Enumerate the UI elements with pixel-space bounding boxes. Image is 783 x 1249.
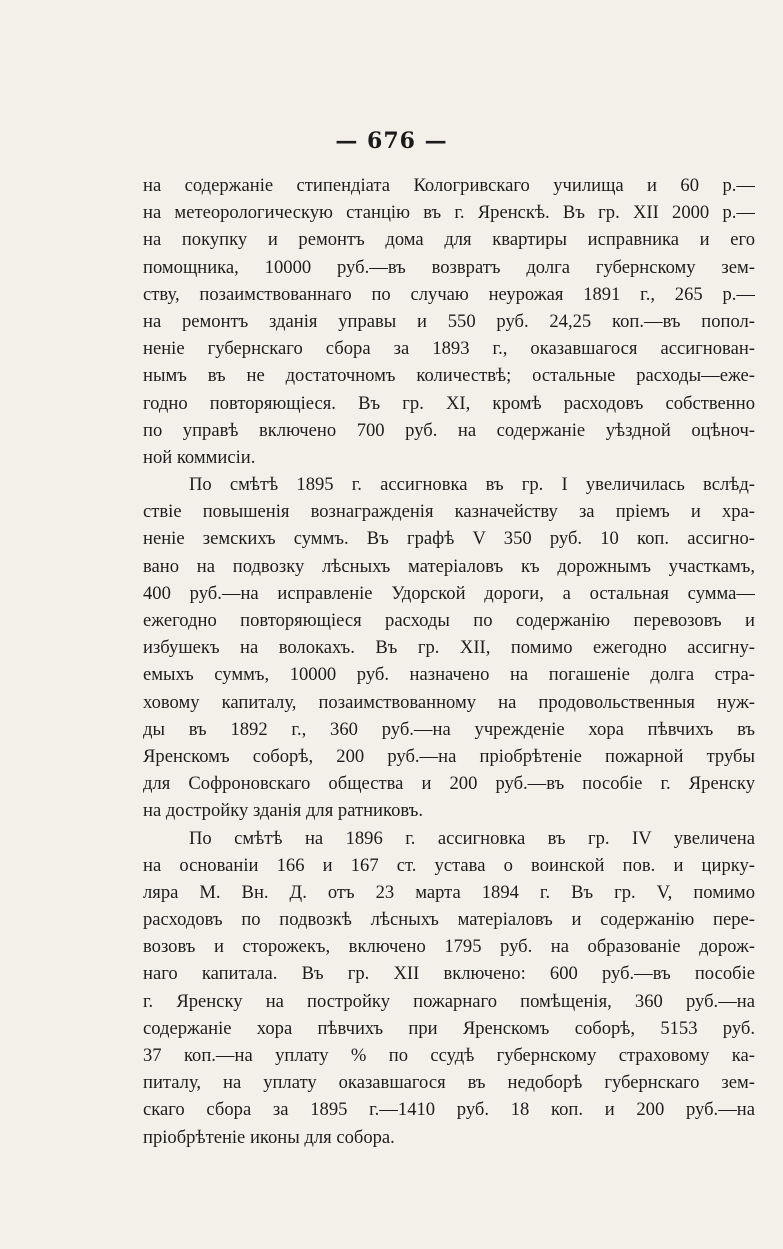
text-line: годно повторяющіеся. Въ гр. XI, кромѣ расходовъ собственно: [143, 392, 755, 414]
text-line: ды въ 1892 г., 360 руб.—на учрежденіе хора пѣвчихъ въ: [143, 718, 755, 740]
text-line: 37 коп.—на уплату % по ссудѣ губернскому страховому ка-: [143, 1045, 755, 1066]
text-line: неніе земскихъ суммъ. Въ графѣ V 350 руб. 10 коп. ассигно-: [143, 528, 755, 550]
text-line: питалу, на уплату оказавшагося въ недоборѣ губернскаго зем-: [143, 1072, 755, 1094]
text-line: расходовъ по подвозкѣ лѣсныхъ матеріаловъ и содержанію пере-: [143, 909, 755, 931]
page-number: — 676 —: [335, 128, 448, 154]
text-line: для Софроновскаго общества и 200 руб.—въ пособіе г. Яренску: [143, 773, 755, 795]
text-line: вано на подвозку лѣсныхъ матеріаловъ къ дорожнымъ участкамъ,: [143, 555, 755, 577]
text-line: по управѣ включено 700 руб. на содержаніе уѣздной оцѣноч-: [143, 419, 755, 441]
text-line: ной коммисіи.: [143, 446, 256, 468]
text-line: 400 руб.—на исправленіе Удорской дороги, а остальная сумма—: [143, 582, 755, 604]
text-line: ежегодно повторяющіеся расходы по содержанію перевозовъ и: [143, 610, 755, 631]
text-line: возовъ и сторожекъ, включено 1795 руб. на образованіе дорож-: [143, 936, 755, 958]
text-line: на покупку и ремонтъ дома для квартиры исправника и его: [143, 229, 755, 251]
text-line: неніе губернскаго сбора за 1893 г., оказавшагося ассигнован-: [143, 338, 755, 360]
text-line: пріобрѣтеніе иконы для собора.: [143, 1126, 395, 1148]
paragraph-3: [143, 825, 755, 1151]
text-line: г. Яренску на постройку пожарнаго помѣщенія, 360 руб.—на: [143, 990, 755, 1012]
text-line: ховому капиталу, позаимствованному на продовольственныя нуж-: [143, 691, 755, 713]
text-line: нымъ въ не достаточномъ количествѣ; остальные расходы—еже-: [143, 365, 755, 387]
paragraph-1: [143, 172, 755, 471]
text-line: на основаніи 166 и 167 ст. устава о воинской пов. и цирку-: [143, 854, 755, 876]
text-line: наго капитала. Въ гр. XII включено: 600 руб.—въ пособіе: [143, 963, 755, 985]
text-line: на содержаніе стипендіата Кологривскаго училища и 60 р.—: [143, 175, 755, 196]
text-line: избушекъ на волокахъ. Въ гр. XII, помимо ежегодно ассигну-: [143, 637, 755, 659]
text-block: [143, 172, 755, 1151]
text-line: скаго сбора за 1895 г.—1410 руб. 18 коп. и 200 руб.—на: [143, 1099, 755, 1121]
text-line: ствіе повышенія вознагражденія казначейству за пріемъ и хра-: [143, 501, 755, 523]
text-line: ляра М. Вн. Д. отъ 23 марта 1894 г. Въ гр. V, помимо: [143, 881, 755, 903]
text-line: Яренскомъ соборѣ, 200 руб.—на пріобрѣтеніе пожарной трубы: [143, 745, 755, 767]
text-line: емыхъ суммъ, 10000 руб. назначено на погашеніе долга стра-: [143, 664, 755, 686]
paragraph-2: [143, 471, 755, 824]
text-line: помощника, 10000 руб.—въ возвратъ долга губернскому зем-: [143, 256, 755, 278]
text-line: По смѣтѣ 1895 г. ассигновка въ гр. I увеличилась вслѣд-: [189, 474, 755, 496]
text-line: на достройку зданія для ратниковъ.: [143, 800, 423, 822]
text-line: ству, позаимствованнаго по случаю неурожая 1891 г., 265 р.—: [143, 283, 755, 305]
text-line: По смѣтѣ на 1896 г. ассигновка въ гр. IV увеличена: [189, 827, 755, 849]
text-line: на метеорологическую станцію въ г. Яренскѣ. Въ гр. XII 2000 р.—: [143, 202, 755, 224]
text-line: на ремонтъ зданія управы и 550 руб. 24,25 коп.—въ попол-: [143, 310, 755, 332]
text-line: содержаніе хора пѣвчихъ при Яренскомъ соборѣ, 5153 руб.: [143, 1017, 755, 1039]
